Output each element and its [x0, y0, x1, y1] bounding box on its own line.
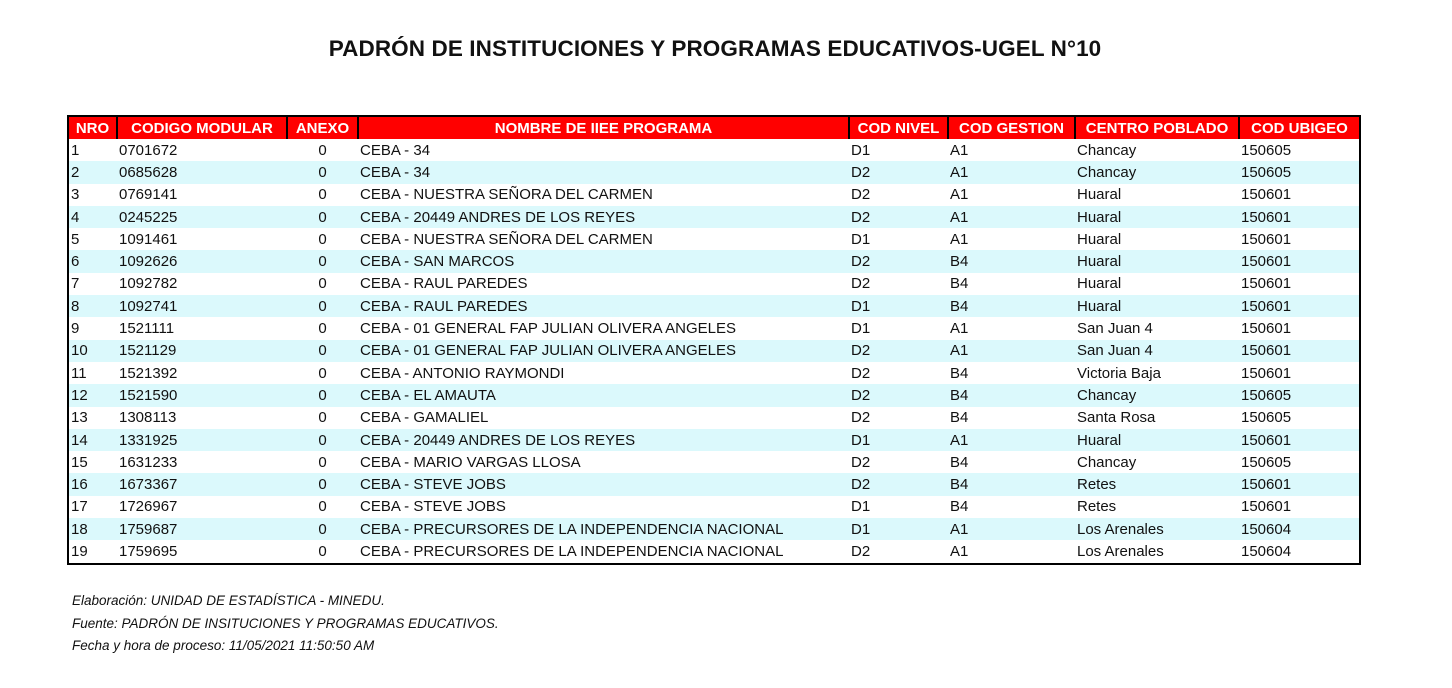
cell-cod-nivel: D2: [849, 161, 948, 183]
cell-cod-gestion: B4: [948, 273, 1075, 295]
cell-cod-ubigeo: 150604: [1239, 518, 1359, 540]
cell-cod-ubigeo: 150601: [1239, 429, 1359, 451]
table-row: [69, 228, 1359, 250]
cell-anexo: 0: [287, 407, 358, 429]
table-row: [69, 273, 1359, 295]
col-header-nro: NRO: [69, 117, 117, 139]
cell-anexo: 0: [287, 161, 358, 183]
cell-cod-gestion: A1: [948, 429, 1075, 451]
table-row: [69, 184, 1359, 206]
cell-codigo-modular: 1092782: [117, 273, 287, 295]
cell-nombre: CEBA - NUESTRA SEÑORA DEL CARMEN: [358, 184, 849, 206]
table-row: [69, 317, 1359, 339]
cell-nro: 13: [69, 407, 117, 429]
cell-cod-nivel: D2: [849, 340, 948, 362]
cell-cod-ubigeo: 150601: [1239, 206, 1359, 228]
cell-cod-ubigeo: 150601: [1239, 473, 1359, 495]
cell-cod-ubigeo: 150601: [1239, 496, 1359, 518]
cell-codigo-modular: 1331925: [117, 429, 287, 451]
cell-anexo: 0: [287, 295, 358, 317]
cell-cod-nivel: D1: [849, 496, 948, 518]
table-header-row: [69, 117, 1359, 139]
cell-cod-ubigeo: 150601: [1239, 295, 1359, 317]
cell-anexo: 0: [287, 473, 358, 495]
cell-anexo: 0: [287, 362, 358, 384]
table-body: [69, 139, 1359, 563]
cell-nombre: CEBA - SAN MARCOS: [358, 250, 849, 272]
cell-cod-gestion: A1: [948, 184, 1075, 206]
table-row: [69, 451, 1359, 473]
cell-cod-gestion: A1: [948, 540, 1075, 562]
cell-nro: 12: [69, 384, 117, 406]
table-row: [69, 362, 1359, 384]
cell-codigo-modular: 1092626: [117, 250, 287, 272]
cell-nro: 9: [69, 317, 117, 339]
cell-centro-poblado: Chancay: [1075, 139, 1239, 161]
cell-cod-nivel: D2: [849, 250, 948, 272]
cell-codigo-modular: 0769141: [117, 184, 287, 206]
cell-codigo-modular: 1726967: [117, 496, 287, 518]
cell-nombre: CEBA - 34: [358, 161, 849, 183]
cell-nro: 5: [69, 228, 117, 250]
col-header-centro-poblado: CENTRO POBLADO: [1075, 117, 1239, 139]
cell-cod-ubigeo: 150601: [1239, 317, 1359, 339]
cell-codigo-modular: 1521129: [117, 340, 287, 362]
cell-cod-gestion: A1: [948, 228, 1075, 250]
col-header-cod-ubigeo: COD UBIGEO: [1239, 117, 1359, 139]
cell-anexo: 0: [287, 206, 358, 228]
cell-cod-nivel: D2: [849, 184, 948, 206]
cell-anexo: 0: [287, 540, 358, 562]
cell-anexo: 0: [287, 496, 358, 518]
cell-centro-poblado: Retes: [1075, 473, 1239, 495]
cell-cod-gestion: A1: [948, 317, 1075, 339]
cell-cod-ubigeo: 150601: [1239, 228, 1359, 250]
cell-anexo: 0: [287, 340, 358, 362]
footnotes: [72, 590, 499, 658]
cell-centro-poblado: Huaral: [1075, 273, 1239, 295]
cell-nombre: CEBA - GAMALIEL: [358, 407, 849, 429]
cell-codigo-modular: 1521392: [117, 362, 287, 384]
cell-nro: 3: [69, 184, 117, 206]
cell-centro-poblado: Huaral: [1075, 184, 1239, 206]
cell-codigo-modular: 1091461: [117, 228, 287, 250]
cell-cod-ubigeo: 150601: [1239, 184, 1359, 206]
col-header-cod-gestion: COD GESTION: [948, 117, 1075, 139]
note-elaboracion: Elaboración: UNIDAD DE ESTADÍSTICA - MINEDU.: [72, 593, 385, 608]
cell-nombre: CEBA - PRECURSORES DE LA INDEPENDENCIA NACIONAL: [358, 540, 849, 562]
table-row: [69, 518, 1359, 540]
cell-centro-poblado: Los Arenales: [1075, 540, 1239, 562]
cell-cod-nivel: D1: [849, 228, 948, 250]
cell-anexo: 0: [287, 518, 358, 540]
cell-centro-poblado: Huaral: [1075, 228, 1239, 250]
cell-codigo-modular: 1759687: [117, 518, 287, 540]
cell-nombre: CEBA - 20449 ANDRES DE LOS REYES: [358, 429, 849, 451]
col-header-cod-nivel: COD NIVEL: [849, 117, 948, 139]
cell-anexo: 0: [287, 139, 358, 161]
cell-codigo-modular: 1521590: [117, 384, 287, 406]
cell-cod-ubigeo: 150604: [1239, 540, 1359, 562]
cell-anexo: 0: [287, 451, 358, 473]
cell-cod-gestion: A1: [948, 161, 1075, 183]
cell-nro: 19: [69, 540, 117, 562]
cell-cod-nivel: D2: [849, 362, 948, 384]
cell-cod-gestion: A1: [948, 340, 1075, 362]
cell-codigo-modular: 1092741: [117, 295, 287, 317]
cell-cod-gestion: B4: [948, 250, 1075, 272]
cell-centro-poblado: Victoria Baja: [1075, 362, 1239, 384]
cell-cod-ubigeo: 150605: [1239, 451, 1359, 473]
cell-nro: 8: [69, 295, 117, 317]
table-row: [69, 540, 1359, 562]
cell-cod-gestion: B4: [948, 451, 1075, 473]
col-header-nombre: NOMBRE DE IIEE PROGRAMA: [358, 117, 849, 139]
cell-centro-poblado: Santa Rosa: [1075, 407, 1239, 429]
table-row: [69, 139, 1359, 161]
cell-nombre: CEBA - RAUL PAREDES: [358, 273, 849, 295]
cell-cod-nivel: D1: [849, 518, 948, 540]
cell-nro: 4: [69, 206, 117, 228]
table-row: [69, 407, 1359, 429]
cell-codigo-modular: 0685628: [117, 161, 287, 183]
cell-centro-poblado: Chancay: [1075, 384, 1239, 406]
cell-centro-poblado: Chancay: [1075, 161, 1239, 183]
cell-nro: 11: [69, 362, 117, 384]
cell-nombre: CEBA - MARIO VARGAS LLOSA: [358, 451, 849, 473]
table-row: [69, 496, 1359, 518]
note-fuente: Fuente: PADRÓN DE INSITUCIONES Y PROGRAMAS EDUCATIVOS.: [72, 615, 499, 631]
cell-anexo: 0: [287, 273, 358, 295]
cell-cod-gestion: B4: [948, 384, 1075, 406]
cell-cod-nivel: D2: [849, 384, 948, 406]
cell-nro: 15: [69, 451, 117, 473]
cell-anexo: 0: [287, 184, 358, 206]
cell-nombre: CEBA - 01 GENERAL FAP JULIAN OLIVERA ANGELES: [358, 317, 849, 339]
cell-centro-poblado: Los Arenales: [1075, 518, 1239, 540]
table-row: [69, 161, 1359, 183]
cell-cod-gestion: B4: [948, 407, 1075, 429]
cell-cod-nivel: D2: [849, 206, 948, 228]
cell-cod-ubigeo: 150601: [1239, 250, 1359, 272]
cell-nombre: CEBA - 01 GENERAL FAP JULIAN OLIVERA ANGELES: [358, 340, 849, 362]
cell-cod-nivel: D1: [849, 317, 948, 339]
cell-cod-nivel: D1: [849, 295, 948, 317]
cell-nro: 17: [69, 496, 117, 518]
table-row: [69, 429, 1359, 451]
cell-nro: 10: [69, 340, 117, 362]
cell-centro-poblado: Huaral: [1075, 250, 1239, 272]
cell-cod-ubigeo: 150601: [1239, 273, 1359, 295]
cell-nombre: CEBA - RAUL PAREDES: [358, 295, 849, 317]
cell-nombre: CEBA - NUESTRA SEÑORA DEL CARMEN: [358, 228, 849, 250]
cell-nro: 16: [69, 473, 117, 495]
cell-centro-poblado: Huaral: [1075, 295, 1239, 317]
cell-cod-nivel: D1: [849, 429, 948, 451]
cell-nro: 14: [69, 429, 117, 451]
cell-cod-gestion: B4: [948, 362, 1075, 384]
cell-codigo-modular: 1759695: [117, 540, 287, 562]
cell-centro-poblado: San Juan 4: [1075, 317, 1239, 339]
cell-nro: 2: [69, 161, 117, 183]
cell-codigo-modular: 0245225: [117, 206, 287, 228]
cell-cod-gestion: A1: [948, 139, 1075, 161]
cell-codigo-modular: 1673367: [117, 473, 287, 495]
cell-anexo: 0: [287, 317, 358, 339]
cell-nombre: CEBA - EL AMAUTA: [358, 384, 849, 406]
cell-nombre: CEBA - 34: [358, 139, 849, 161]
cell-nombre: CEBA - STEVE JOBS: [358, 496, 849, 518]
cell-nombre: CEBA - ANTONIO RAYMONDI: [358, 362, 849, 384]
cell-nro: 6: [69, 250, 117, 272]
institutions-table: [67, 115, 1361, 565]
table-row: [69, 473, 1359, 495]
cell-centro-poblado: San Juan 4: [1075, 340, 1239, 362]
col-header-anexo: ANEXO: [287, 117, 358, 139]
cell-cod-ubigeo: 150605: [1239, 384, 1359, 406]
note-fecha: Fecha y hora de proceso: 11/05/2021 11:50:50 AM: [72, 638, 375, 653]
cell-cod-nivel: D2: [849, 540, 948, 562]
table-row: [69, 295, 1359, 317]
cell-nombre: CEBA - STEVE JOBS: [358, 473, 849, 495]
cell-nombre: CEBA - 20449 ANDRES DE LOS REYES: [358, 206, 849, 228]
cell-cod-gestion: B4: [948, 295, 1075, 317]
cell-nro: 18: [69, 518, 117, 540]
table-row: [69, 250, 1359, 272]
cell-cod-ubigeo: 150605: [1239, 139, 1359, 161]
cell-cod-gestion: B4: [948, 473, 1075, 495]
cell-codigo-modular: 1631233: [117, 451, 287, 473]
col-header-codigo-modular: CODIGO MODULAR: [117, 117, 287, 139]
cell-codigo-modular: 1308113: [117, 407, 287, 429]
cell-cod-ubigeo: 150605: [1239, 161, 1359, 183]
cell-cod-gestion: A1: [948, 206, 1075, 228]
cell-nro: 1: [69, 139, 117, 161]
cell-centro-poblado: Huaral: [1075, 429, 1239, 451]
cell-cod-nivel: D2: [849, 451, 948, 473]
cell-nro: 7: [69, 273, 117, 295]
page-title: PADRÓN DE INSTITUCIONES Y PROGRAMAS EDUCATIVOS-UGEL N°10: [328, 36, 1102, 61]
cell-anexo: 0: [287, 384, 358, 406]
cell-cod-nivel: D1: [849, 139, 948, 161]
cell-centro-poblado: Retes: [1075, 496, 1239, 518]
cell-anexo: 0: [287, 228, 358, 250]
cell-cod-nivel: D2: [849, 273, 948, 295]
cell-cod-ubigeo: 150601: [1239, 340, 1359, 362]
cell-codigo-modular: 1521111: [117, 317, 287, 339]
cell-codigo-modular: 0701672: [117, 139, 287, 161]
table-row: [69, 340, 1359, 362]
table-row: [69, 384, 1359, 406]
cell-cod-ubigeo: 150601: [1239, 362, 1359, 384]
cell-cod-ubigeo: 150605: [1239, 407, 1359, 429]
cell-anexo: 0: [287, 250, 358, 272]
cell-cod-nivel: D2: [849, 473, 948, 495]
cell-centro-poblado: Chancay: [1075, 451, 1239, 473]
cell-cod-gestion: B4: [948, 496, 1075, 518]
cell-centro-poblado: Huaral: [1075, 206, 1239, 228]
table-row: [69, 206, 1359, 228]
cell-cod-gestion: A1: [948, 518, 1075, 540]
cell-anexo: 0: [287, 429, 358, 451]
cell-nombre: CEBA - PRECURSORES DE LA INDEPENDENCIA NACIONAL: [358, 518, 849, 540]
cell-cod-nivel: D2: [849, 407, 948, 429]
